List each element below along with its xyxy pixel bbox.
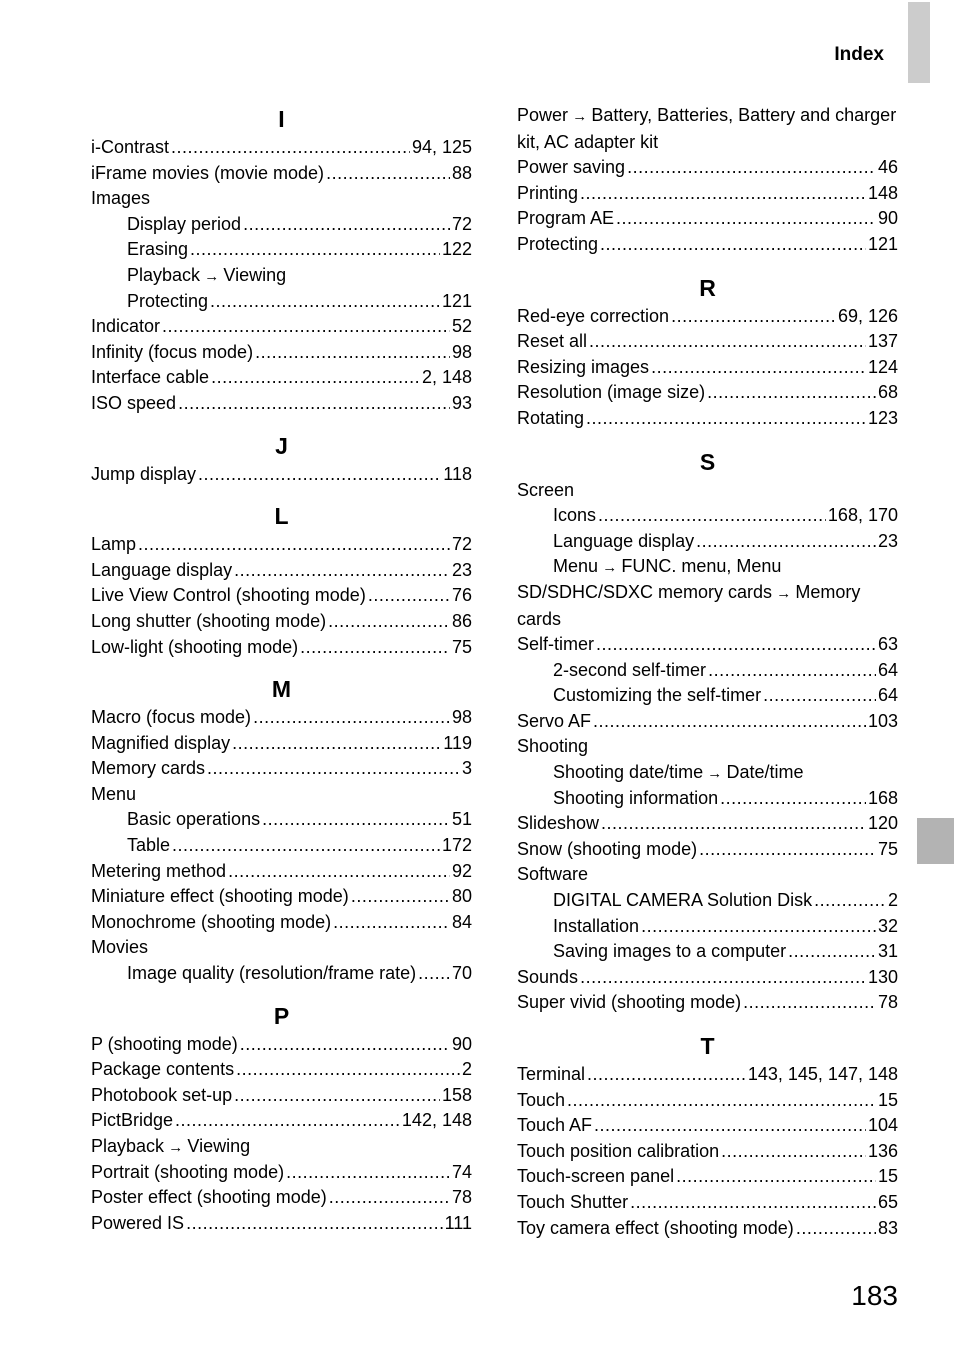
dot-leader [234,1083,440,1109]
dot-leader [175,1108,400,1134]
dot-leader [234,558,450,584]
page-reference[interactable]: 52 [451,316,472,337]
index-term: Rotating [517,407,585,428]
index-entry [517,155,898,181]
section-letter-i: I [278,106,285,132]
dot-leader [596,632,876,658]
index-entry [91,263,472,289]
dot-leader [763,683,876,709]
page-reference[interactable]: 15 [877,1166,898,1187]
page-reference[interactable]: 168 [867,787,898,808]
index-term: Erasing [127,239,189,260]
dot-leader [580,965,866,991]
see-reference: Date/time [726,762,804,783]
section-thumb-tab [917,818,954,864]
dot-leader [707,380,876,406]
section-letter-m: M [271,676,292,703]
page-reference[interactable]: 2, 148 [421,367,472,388]
see-reference: Viewing [187,1136,251,1156]
index-term: Magnified display [91,732,231,753]
page-reference[interactable]: 92 [451,860,472,881]
dot-leader [228,859,450,885]
page-reference[interactable]: 69, 126 [837,305,898,326]
dot-leader [190,237,440,263]
index-term: Touch [517,1089,566,1110]
dot-leader [743,990,876,1016]
see-reference: Memory cards [517,581,861,629]
index-entry [91,807,472,833]
section-letter-l: L [274,503,289,530]
dot-leader [567,1088,876,1114]
index-entry [91,1160,472,1186]
index-term: Long shutter (shooting mode) [91,610,327,631]
page-reference[interactable]: 143, 145, 147, 148 [747,1064,898,1084]
page-reference[interactable]: 168, 170 [827,505,898,526]
index-term: Live View Control (shooting mode) [91,585,366,606]
dot-leader [418,961,450,987]
page-reference[interactable]: 23 [877,530,898,551]
index-entry [91,756,472,782]
dot-leader [243,212,450,238]
page-reference[interactable]: 88 [451,162,472,183]
index-entry [517,683,898,709]
index-entry [517,1062,898,1088]
index-term: Menu [91,783,137,804]
index-term: i-Contrast [91,137,170,157]
page-reference[interactable]: 72 [451,534,472,555]
index-entry [91,186,472,212]
section-letter-p: P [273,1002,290,1029]
index-term: PictBridge [91,1110,174,1131]
dot-leader [580,181,866,207]
page-reference[interactable]: 64 [877,685,898,706]
index-entry [91,1083,472,1109]
index-entry [91,609,472,635]
index-entry [91,859,472,885]
dot-leader [594,1113,866,1139]
dot-leader [236,1057,460,1083]
index-term: Red-eye correction [517,305,670,326]
index-term: Software [517,864,589,885]
page-header-title: Index [834,44,884,65]
dot-leader [162,314,450,340]
page-reference[interactable]: 78 [451,1187,472,1208]
index-term: iFrame movies (movie mode) [91,162,325,183]
page-reference[interactable]: 90 [451,1033,472,1054]
index-entry [517,103,898,155]
page-reference[interactable]: 124 [867,356,898,377]
index-entry [91,731,472,757]
index-term: Infinity (focus mode) [91,341,254,362]
index-term: Portrait (shooting mode) [91,1161,285,1182]
index-term: Image quality (resolution/frame rate) [127,963,417,984]
index-term: Power [517,105,569,125]
dot-leader [696,529,876,555]
index-entry [517,760,898,786]
dot-leader [171,135,410,161]
index-entry [91,1108,472,1134]
index-entry [91,212,472,238]
index-entry [91,782,472,808]
index-term: Photobook set-up [91,1084,233,1105]
page-number: 183 [851,1280,898,1311]
index-term: Menu [553,556,599,577]
page-reference[interactable]: 68 [877,382,898,403]
dot-leader [586,406,866,432]
dot-leader [630,1190,876,1216]
index-entry [91,1032,472,1058]
dot-leader [788,939,876,965]
index-entry [91,1134,472,1160]
page-reference[interactable]: 130 [867,966,898,987]
index-term: Icons [553,505,597,526]
index-term: Protecting [517,233,599,254]
index-entry [91,161,472,187]
index-entry [517,709,898,735]
index-entry [517,1088,898,1114]
page-reference[interactable]: 2 [461,1059,472,1080]
page-reference[interactable]: 75 [877,838,898,859]
index-entry [517,1216,898,1242]
index-term: Program AE [517,208,615,229]
index-entry [517,503,898,529]
index-entry [517,554,898,580]
index-term: Memory cards [91,758,206,779]
index-term: Macro (focus mode) [91,707,252,728]
index-term: Self-timer [517,634,595,655]
index-term: Terminal [517,1064,586,1084]
dot-leader [600,232,866,258]
dot-leader [300,635,450,661]
index-term: Display period [127,213,242,234]
page-reference[interactable]: 74 [451,1161,472,1182]
page-reference[interactable]: 98 [451,341,472,362]
section-letter-j: J [275,432,288,459]
page-reference[interactable]: 72 [451,213,472,234]
index-entry [91,583,472,609]
index-entry [91,462,472,488]
dot-leader [368,583,450,609]
page-reference[interactable]: 148 [867,182,898,203]
index-entry [517,1164,898,1190]
index-entry [91,1211,472,1237]
dot-leader [262,807,450,833]
dot-leader [198,462,441,488]
dot-leader [651,355,866,381]
page-reference[interactable]: 65 [877,1191,898,1212]
dot-leader [616,206,876,232]
page-reference[interactable]: 76 [451,585,472,606]
index-entry [517,206,898,232]
dot-leader [210,289,440,315]
page-reference[interactable]: 3 [461,758,472,779]
index-entry [517,1113,898,1139]
index-term: Monochrome (shooting mode) [91,911,332,932]
index-term: Low-light (shooting mode) [91,636,299,657]
index-entry [91,833,472,859]
page-reference[interactable]: 137 [867,331,898,352]
page-reference[interactable]: 46 [877,157,898,178]
page-reference[interactable]: 90 [877,208,898,229]
index-term: Images [91,188,151,209]
index-term: Poster effect (shooting mode) [91,1187,327,1208]
dot-leader [329,1185,450,1211]
index-entry [517,914,898,940]
see-reference: Battery, Batteries, Battery and charger kit, AC adapter kit [517,105,897,152]
index-term: Sounds [517,966,579,987]
index-term: Metering method [91,860,227,881]
index-entry [517,888,898,914]
page-reference[interactable]: 121 [441,290,472,311]
page-reference[interactable]: 120 [867,813,898,834]
index-term: Shooting date/time [553,762,704,783]
index-term: Customizing the self-timer [553,685,762,706]
index-entry [91,884,472,910]
page-reference[interactable]: 121 [867,233,898,254]
page-reference[interactable]: 111 [444,1212,472,1233]
index-entry [517,939,898,965]
index-term: Package contents [91,1059,235,1080]
dot-leader [676,1164,876,1190]
index-term: SD/SDHC/SDXC memory cards [517,581,773,602]
index-term: Toy camera effect (shooting mode) [517,1217,794,1238]
index-term: Interface cable [91,367,210,388]
arrow-right-icon: → [598,559,622,577]
index-entry [517,580,898,632]
index-term: Language display [91,559,233,580]
dot-leader [351,884,450,910]
index-term: Reset all [517,331,588,352]
index-term: Playback [127,264,201,285]
index-entry [517,232,898,258]
index-term: Super vivid (shooting mode) [517,992,742,1013]
index-term: Lamp [91,534,137,555]
index-entry [517,990,898,1016]
dot-leader [593,709,866,735]
index-term: Installation [553,915,640,936]
arrow-right-icon: → [200,267,224,285]
page-reference[interactable]: 31 [877,941,898,962]
index-entry [91,935,472,961]
page-reference[interactable]: 51 [451,809,472,830]
index-entry [91,558,472,584]
index-entry [517,965,898,991]
index-term: Slideshow [517,813,600,834]
page-reference[interactable]: 94, 125 [411,137,472,157]
index-term: Printing [517,182,579,203]
index-term: Touch position calibration [517,1140,720,1161]
index-entry [91,340,472,366]
index-term: Power saving [517,157,626,178]
page-reference[interactable]: 172 [441,835,472,856]
page-reference[interactable]: 75 [451,636,472,657]
index-term: DIGITAL CAMERA Solution Disk [553,890,813,911]
index-term: Movies [91,937,149,958]
index-entry [91,705,472,731]
arrow-right-icon: → [772,584,796,602]
page-reference[interactable]: 15 [877,1089,898,1110]
dot-leader [814,888,886,914]
index-term: Playback [91,1136,165,1156]
dot-leader [708,658,876,684]
index-entry [91,237,472,263]
page-reference[interactable]: 123 [867,407,898,428]
section-letter-r: R [699,274,716,301]
page-reference[interactable]: 119 [443,732,472,753]
index-term: Jump display [91,463,197,484]
page-reference[interactable]: 86 [451,610,472,631]
index-term: Basic operations [127,809,261,830]
see-reference: Viewing [223,264,287,285]
index-term: Shooting [517,736,589,757]
dot-leader [240,1032,450,1058]
index-term: Table [127,835,171,856]
index-column-left [91,103,472,1236]
index-term: Touch-screen panel [517,1166,675,1187]
index-entry [517,837,898,863]
index-entry [91,289,472,315]
index-column-right [517,103,898,1241]
page-reference[interactable]: 142, 148 [401,1110,472,1131]
index-entry [91,314,472,340]
index-term: Powered IS [91,1212,185,1233]
index-term: Saving images to a computer [553,941,787,962]
index-term: 2-second self-timer [553,659,707,680]
dot-leader [699,837,876,863]
page-reference[interactable]: 158 [441,1084,472,1105]
dot-leader [601,811,866,837]
dot-leader [627,155,876,181]
page-reference[interactable]: 98 [451,707,472,728]
index-entry [517,529,898,555]
section-letter-t: T [700,1033,715,1059]
page-reference[interactable]: 93 [451,392,472,413]
page-reference[interactable]: 83 [877,1217,898,1238]
arrow-right-icon: → [164,1139,188,1156]
page-reference[interactable]: 118 [443,463,472,484]
dot-leader [589,329,866,355]
index-term: Resizing images [517,356,650,377]
page-reference[interactable]: 136 [867,1140,898,1161]
dot-leader [598,503,826,529]
index-entry [91,910,472,936]
index-entry [517,1139,898,1165]
dot-leader [186,1211,443,1237]
index-entry [517,478,898,504]
index-entry [91,961,472,987]
page-reference[interactable]: 23 [451,559,472,580]
index-entry [517,329,898,355]
dot-leader [172,833,440,859]
page-reference[interactable]: 78 [877,992,898,1013]
page-reference[interactable]: 80 [451,886,472,907]
dot-leader [721,1139,866,1165]
page-reference[interactable]: 63 [877,634,898,655]
index-entry [91,1057,472,1083]
index-term: P (shooting mode) [91,1033,238,1054]
page-reference[interactable]: 2 [887,890,898,911]
dot-leader [720,786,866,812]
index-entry [517,786,898,812]
index-term: Touch AF [517,1115,593,1136]
dot-leader [232,731,441,757]
index-entry [517,1190,898,1216]
dot-leader [333,910,450,936]
index-entry [91,635,472,661]
dot-leader [328,609,450,635]
index-entry [517,734,898,760]
dot-leader [286,1160,450,1186]
index-term: Snow (shooting mode) [517,838,698,859]
page-reference[interactable]: 84 [451,911,472,932]
index-entry [91,391,472,417]
dot-leader [587,1062,746,1088]
index-term: Servo AF [517,710,592,731]
index-entry [517,658,898,684]
page-reference[interactable]: 104 [867,1115,898,1136]
dot-leader [326,161,450,187]
index-entry [517,181,898,207]
index-entry [91,1185,472,1211]
arrow-right-icon: → [568,108,592,125]
index-term: Language display [553,530,695,551]
dot-leader [207,756,460,782]
chapter-tab [908,2,930,83]
section-letter-s: S [699,448,716,475]
index-entry [517,355,898,381]
arrow-right-icon: → [703,765,727,783]
dot-leader [641,914,876,940]
dot-leader [255,340,450,366]
index-term: Protecting [127,290,209,311]
dot-leader [211,365,420,391]
see-reference: FUNC. menu, Menu [621,556,782,577]
index-term: Resolution (image size) [517,382,706,403]
index-entry [517,862,898,888]
index-term: Miniature effect (shooting mode) [91,886,349,907]
dot-leader [671,304,836,330]
page-reference[interactable]: 32 [877,915,898,936]
index-entry [517,304,898,330]
page-reference[interactable]: 122 [441,239,472,260]
dot-leader [178,391,450,417]
page-reference[interactable]: 70 [451,963,472,984]
index-entry [517,632,898,658]
index-term: Shooting information [553,787,719,808]
page-reference[interactable]: 64 [877,659,898,680]
index-entry [517,406,898,432]
dot-leader [138,532,450,558]
index-entry [91,365,472,391]
index-term: Indicator [91,316,161,337]
index-term: ISO speed [91,392,177,413]
index-entry [517,380,898,406]
index-term: Screen [517,479,575,500]
dot-leader [253,705,450,731]
index-entry [517,811,898,837]
page-reference[interactable]: 103 [867,710,898,731]
index-entry [91,532,472,558]
index-term: Touch Shutter [517,1191,629,1212]
index-entry [91,135,472,161]
dot-leader [796,1216,876,1242]
